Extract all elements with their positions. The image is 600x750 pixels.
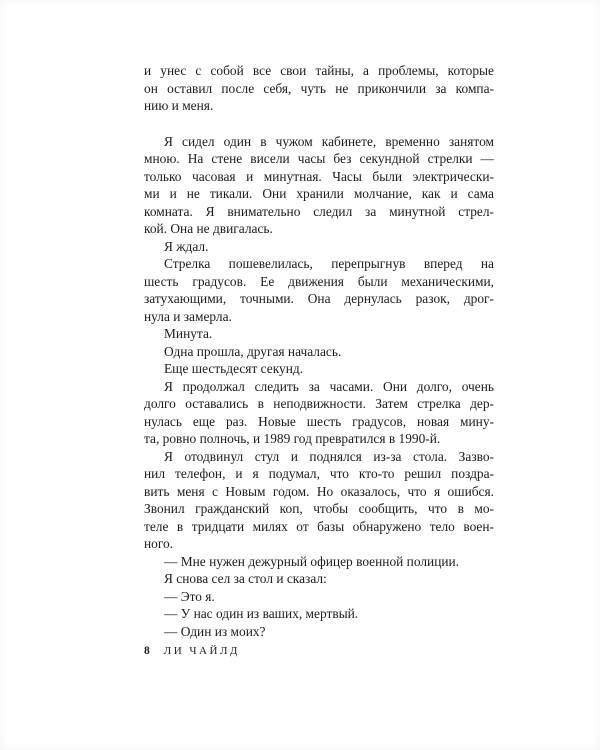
page-number: 8: [144, 645, 150, 657]
running-title: ЛИ ЧАЙЛД: [163, 645, 240, 657]
paragraph: [144, 238, 494, 256]
text-line: кой. Она не двигалась.: [144, 221, 273, 236]
paragraph: [144, 325, 494, 343]
text-line: комната. Я внимательно следил за минутной стрел-: [144, 203, 494, 219]
paragraph: [144, 605, 494, 623]
text-line: Стрелка пошевелилась, перепрыгнув вперед на: [164, 256, 494, 271]
text-line: — Один из моих?: [164, 623, 266, 639]
paragraph: [144, 133, 494, 238]
paragraph: [144, 570, 494, 588]
paragraph: [144, 553, 494, 571]
paragraph: [144, 378, 494, 448]
text-line: теле в тридцати милях от базы обнаружено тело воен-: [144, 518, 494, 534]
text-line: Звонил гражданский коп, чтобы сообщить, что в мо-: [144, 501, 494, 516]
page-footer: [144, 645, 240, 657]
text-line: — Это я.: [164, 588, 215, 604]
text-line: затухающими, точными. Она дернулась разок, дрог-: [144, 291, 494, 306]
paragraph: [144, 360, 494, 378]
text-line: шесть градусов. Ее движения были механическими,: [144, 273, 494, 289]
text-line: та, ровно полночь, и 1989 год превратился в 1990-й.: [144, 431, 441, 446]
text-line: он оставил после себя, чуть не прикончили за компа-: [144, 80, 494, 96]
paragraph: [144, 623, 494, 641]
text-line: нула и замерла.: [144, 308, 232, 324]
text-line: Я сидел один в чужом кабинете, временно занятом: [164, 133, 494, 149]
text-line: Еще шестьдесят секунд.: [164, 361, 304, 376]
paragraph: [144, 588, 494, 606]
text-line: нулась еще раз. Новые шесть градусов, новая мину-: [144, 413, 494, 429]
text-line: Одна прошла, другая началась.: [164, 343, 342, 359]
text-line: долго оставались в неподвижности. Затем стрелка дер-: [144, 396, 494, 411]
text-line: Я продолжал следить за часами. Они долго, очень: [164, 378, 494, 394]
book-text: [144, 62, 494, 640]
text-line: нию и меня.: [144, 98, 214, 113]
text-line: Я снова сел за стол и сказал:: [164, 571, 327, 586]
paragraph: [144, 448, 494, 553]
text-line: вить меня с Новым годом. Но оказалось, что я ошибся.: [144, 483, 494, 499]
text-line: и унес с собой все свои тайны, а проблемы, которые: [144, 63, 494, 78]
text-line: — У нас один из ваших, мертвый.: [164, 606, 359, 621]
text-line: Минута.: [164, 326, 213, 341]
paragraph: [144, 343, 494, 361]
text-line: только часовая и минутная. Часы были электрически-: [144, 168, 494, 184]
text-line: нил телефон, и я подумал, что кто-то решил поздра-: [144, 466, 494, 481]
text-line: ми и не тикали. Они хранили молчание, как и сама: [144, 186, 494, 201]
text-line: ного.: [144, 536, 174, 551]
text-line: — Мне нужен дежурный офицер военной полиции.: [164, 553, 460, 569]
text-line: мною. На стене висели часы без секундной стрелки —: [144, 151, 494, 166]
text-line: Я ждал.: [164, 238, 209, 254]
text-line: Я отодвинул стул и поднялся из-за стола. Зазво-: [164, 448, 494, 464]
paragraph: [144, 255, 494, 325]
paragraph: [144, 62, 494, 115]
